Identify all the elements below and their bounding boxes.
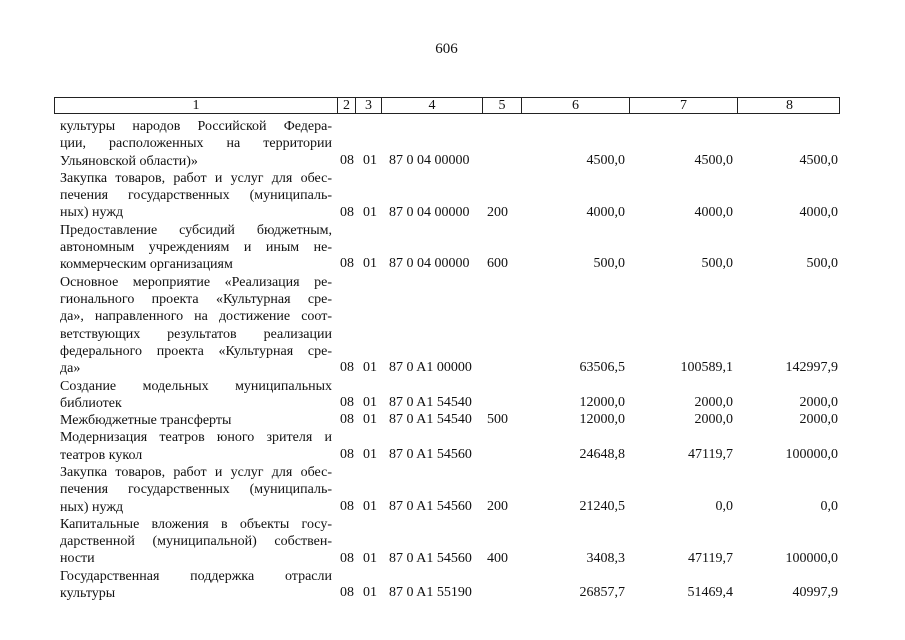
description-line: Модернизация театров юного зрителя и [60, 430, 332, 446]
cell-rz: 08 [340, 412, 354, 428]
description-line: ности [60, 551, 95, 567]
description-line: печения государственных (муниципаль- [60, 482, 332, 498]
cell-vr: 200 [487, 204, 508, 220]
cell-pr: 01 [363, 446, 377, 462]
header-col-6: 6 [521, 98, 629, 113]
cell-v7: 2000,0 [694, 394, 733, 410]
description-line: Закупка товаров, работ и услуг для обес- [60, 465, 332, 480]
description-line: федерального проекта «Культурная сре- [60, 343, 332, 359]
cell-csr: 87 0 A1 54560 [389, 498, 472, 514]
cell-v6: 26857,7 [579, 585, 625, 601]
table-header [54, 97, 840, 114]
cell-v7: 100589,1 [680, 360, 733, 376]
description-line: Государственная поддержка отрасли [60, 568, 332, 584]
cell-rz: 08 [340, 585, 354, 601]
description-line: гионального проекта «Культурная сре- [60, 291, 332, 307]
description-line: культуры [60, 586, 116, 602]
cell-pr: 01 [363, 550, 377, 566]
cell-pr: 01 [363, 360, 377, 376]
description-line: Создание модельных муниципальных [60, 378, 332, 394]
row-description [60, 118, 332, 170]
row-description [60, 222, 332, 274]
cell-rz: 08 [340, 152, 354, 168]
header-col-8: 8 [737, 98, 841, 113]
cell-v8: 100000,0 [785, 550, 838, 566]
cell-pr: 01 [363, 394, 377, 410]
description-line: ции, расположенных на территории [60, 136, 332, 152]
cell-rz: 08 [340, 256, 354, 272]
description-line: да», направленного на достижение соот- [60, 309, 332, 325]
cell-pr: 01 [363, 585, 377, 601]
cell-rz: 08 [340, 550, 354, 566]
cell-vr: 500 [487, 412, 508, 428]
cell-v6: 3408,3 [586, 550, 625, 566]
description-line: да» [60, 361, 81, 377]
row-description [60, 568, 332, 603]
cell-v7: 47119,7 [688, 446, 733, 462]
cell-vr: 200 [487, 498, 508, 514]
cell-csr: 87 0 04 00000 [389, 204, 470, 220]
cell-rz: 08 [340, 204, 354, 220]
cell-v6: 4000,0 [586, 204, 625, 220]
cell-vr: 600 [487, 256, 508, 272]
description-line: Закупка товаров, работ и услуг для обес- [60, 170, 332, 186]
cell-v7: 500,0 [701, 256, 733, 272]
cell-rz: 08 [340, 446, 354, 462]
cell-v6: 24648,8 [579, 446, 625, 462]
cell-v6: 21240,5 [579, 498, 625, 514]
cell-csr: 87 0 A1 55190 [389, 585, 472, 601]
row-description [60, 516, 332, 568]
description-line: ных) нужд [60, 205, 124, 221]
cell-csr: 87 0 A1 54560 [389, 446, 472, 462]
row-description [60, 429, 332, 464]
cell-v7: 4500,0 [694, 152, 733, 168]
cell-pr: 01 [363, 256, 377, 272]
cell-v6: 12000,0 [579, 412, 625, 428]
row-description [60, 412, 332, 429]
cell-vr: 400 [487, 550, 508, 566]
cell-rz: 08 [340, 360, 354, 376]
cell-v8: 2000,0 [799, 412, 838, 428]
cell-v8: 100000,0 [785, 446, 838, 462]
description-line: автономным учреждениям и иным не- [60, 240, 332, 256]
cell-rz: 08 [340, 394, 354, 410]
row-description [60, 378, 332, 413]
header-col-5: 5 [482, 98, 521, 113]
cell-csr: 87 0 04 00000 [389, 256, 470, 272]
description-line: дарственной (муниципальной) собствен- [60, 534, 332, 550]
description-line: Основное мероприятие «Реализация ре- [60, 274, 332, 290]
cell-v6: 63506,5 [579, 360, 625, 376]
row-description [60, 464, 332, 516]
cell-pr: 01 [363, 204, 377, 220]
cell-v6: 12000,0 [579, 394, 625, 410]
cell-v7: 0,0 [715, 498, 733, 514]
header-col-4: 4 [381, 98, 482, 113]
header-col-1: 1 [192, 98, 200, 113]
cell-v8: 4500,0 [799, 152, 838, 168]
cell-csr: 87 0 A1 54540 [389, 394, 472, 410]
cell-pr: 01 [363, 412, 377, 428]
cell-v8: 2000,0 [799, 394, 838, 410]
cell-pr: 01 [363, 152, 377, 168]
cell-v8: 40997,9 [792, 585, 838, 601]
cell-v7: 51469,4 [687, 585, 733, 601]
cell-v7: 47119,7 [688, 550, 733, 566]
cell-v6: 500,0 [593, 256, 625, 272]
cell-v7: 2000,0 [694, 412, 733, 428]
cell-v8: 500,0 [806, 256, 838, 272]
cell-csr: 87 0 A1 54540 [389, 412, 472, 428]
description-line: Ульяновской области)» [60, 153, 198, 169]
cell-v8: 142997,9 [785, 360, 838, 376]
description-line: театров кукол [60, 447, 143, 463]
cell-v8: 4000,0 [799, 204, 838, 220]
description-line: коммерческим организациям [60, 257, 233, 273]
cell-csr: 87 0 A1 54560 [389, 550, 472, 566]
row-description [60, 170, 332, 222]
description-line: ных) нужд [60, 499, 124, 515]
cell-csr: 87 0 A1 00000 [389, 360, 472, 376]
description-line: Предоставление субсидий бюджетным, [60, 222, 332, 238]
cell-csr: 87 0 04 00000 [389, 152, 470, 168]
row-description [60, 274, 332, 378]
header-col-3: 3 [355, 98, 381, 113]
header-col-2: 2 [337, 98, 355, 113]
cell-v8: 0,0 [820, 498, 838, 514]
header-col-7: 7 [629, 98, 737, 113]
description-line: культуры народов Российской Федера- [60, 119, 332, 134]
description-line: Межбюджетные трансферты [60, 413, 232, 429]
cell-rz: 08 [340, 498, 354, 514]
description-line: ветствующих результатов реализации [60, 326, 332, 342]
page-number: 606 [435, 41, 458, 57]
cell-v7: 4000,0 [694, 204, 733, 220]
description-line: печения государственных (муниципаль- [60, 188, 332, 204]
description-line: библиотек [60, 395, 122, 411]
cell-v6: 4500,0 [586, 152, 625, 168]
cell-pr: 01 [363, 498, 377, 514]
description-line: Капитальные вложения в объекты госу- [60, 516, 332, 532]
